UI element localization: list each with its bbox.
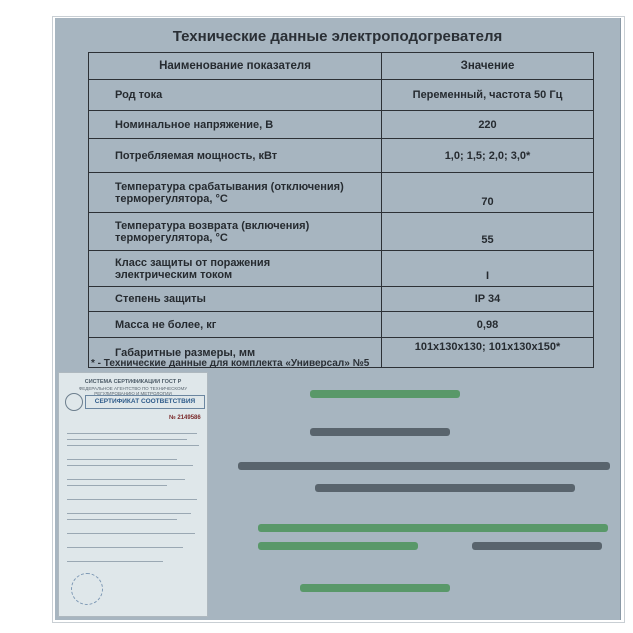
param-line: терморегулятора, °С bbox=[115, 231, 228, 244]
value-cell: 220 bbox=[382, 111, 594, 139]
value-cell: I bbox=[382, 251, 594, 287]
certificate-text-line bbox=[67, 519, 177, 520]
obscured-text-line bbox=[310, 428, 450, 436]
param-cell: Степень защиты bbox=[89, 287, 382, 312]
certificate-text-line bbox=[67, 485, 167, 486]
obscured-text-line bbox=[258, 524, 608, 532]
certification-logo-icon bbox=[65, 393, 83, 411]
table-row bbox=[89, 80, 594, 111]
certificate-text-line bbox=[67, 465, 193, 466]
table-row bbox=[89, 312, 594, 338]
footnote: * - Технические данные для комплекта «Универсал» №5 bbox=[91, 358, 370, 369]
table-row bbox=[89, 139, 594, 173]
certificate-text-line bbox=[67, 459, 177, 460]
certificate-text-line bbox=[67, 499, 197, 500]
table-row bbox=[89, 213, 594, 251]
value-cell: 0,98 bbox=[382, 312, 594, 338]
certificate-heading: СЕРТИФИКАТ СООТВЕТСТВИЯ bbox=[85, 395, 205, 409]
certificate-agency: ФЕДЕРАЛЬНОЕ АГЕНТСТВО ПО ТЕХНИЧЕСКОМУ РЕГУЛИРОВАНИЮ И МЕТРОЛОГИИ bbox=[78, 386, 188, 396]
value-cell: Переменный, частота 50 Гц bbox=[382, 80, 594, 111]
value-cell: 101x130x130; 101x130x150* bbox=[382, 338, 594, 368]
table-row bbox=[89, 287, 594, 312]
spec-table bbox=[88, 52, 594, 368]
param-cell bbox=[89, 251, 382, 287]
param-line: Класс защиты от поражения bbox=[115, 256, 271, 269]
table-row bbox=[89, 173, 594, 213]
obscured-text-line bbox=[310, 390, 460, 398]
value-cell: 55 bbox=[382, 213, 594, 251]
param-line: терморегулятора, °С bbox=[115, 192, 228, 205]
column-header-parameter: Наименование показателя bbox=[89, 53, 382, 80]
param-cell: Потребляемая мощность, кВт bbox=[89, 139, 382, 173]
certificate-system: СИСТЕМА СЕРТИФИКАЦИИ ГОСТ Р bbox=[84, 379, 182, 385]
obscured-text-line bbox=[258, 542, 418, 550]
param-cell: Масса не более, кг bbox=[89, 312, 382, 338]
document-title: Технические данные электроподогревателя bbox=[172, 28, 503, 45]
certificate-text-line bbox=[67, 433, 197, 434]
certificate-text-line bbox=[67, 547, 183, 548]
param-cell bbox=[89, 173, 382, 213]
certificate-text-line bbox=[67, 439, 187, 440]
certificate-text-line bbox=[67, 561, 163, 562]
param-cell bbox=[89, 213, 382, 251]
certificate-number: № 2149586 bbox=[169, 415, 201, 421]
value-cell: IP 34 bbox=[382, 287, 594, 312]
obscured-text-line bbox=[238, 462, 610, 470]
param-cell: Номинальное напряжение, В bbox=[89, 111, 382, 139]
param-cell: Род тока bbox=[89, 80, 382, 111]
table-header-row bbox=[89, 53, 594, 80]
certificate-text-line bbox=[67, 445, 199, 446]
obscured-text-line bbox=[472, 542, 602, 550]
certificate-stamp-icon bbox=[71, 573, 103, 605]
certificate-text-line bbox=[67, 533, 195, 534]
obscured-text-line bbox=[300, 584, 450, 592]
obscured-text-line bbox=[315, 484, 575, 492]
obscured-text-area bbox=[210, 380, 618, 616]
value-cell: 70 bbox=[382, 173, 594, 213]
param-line: Температура срабатывания (отключения) bbox=[115, 180, 344, 193]
certificate-image bbox=[58, 372, 208, 617]
certificate-text-line bbox=[67, 513, 191, 514]
certificate-text-line bbox=[67, 479, 185, 480]
param-line: Температура возврата (включения) bbox=[115, 219, 310, 232]
param-cell: Габаритные размеры, мм bbox=[89, 338, 382, 368]
value-cell: 1,0; 1,5; 2,0; 3,0* bbox=[382, 139, 594, 173]
param-line: электрическим током bbox=[115, 268, 233, 281]
table-row bbox=[89, 251, 594, 287]
column-header-value: Значение bbox=[382, 53, 594, 80]
table-row bbox=[89, 111, 594, 139]
